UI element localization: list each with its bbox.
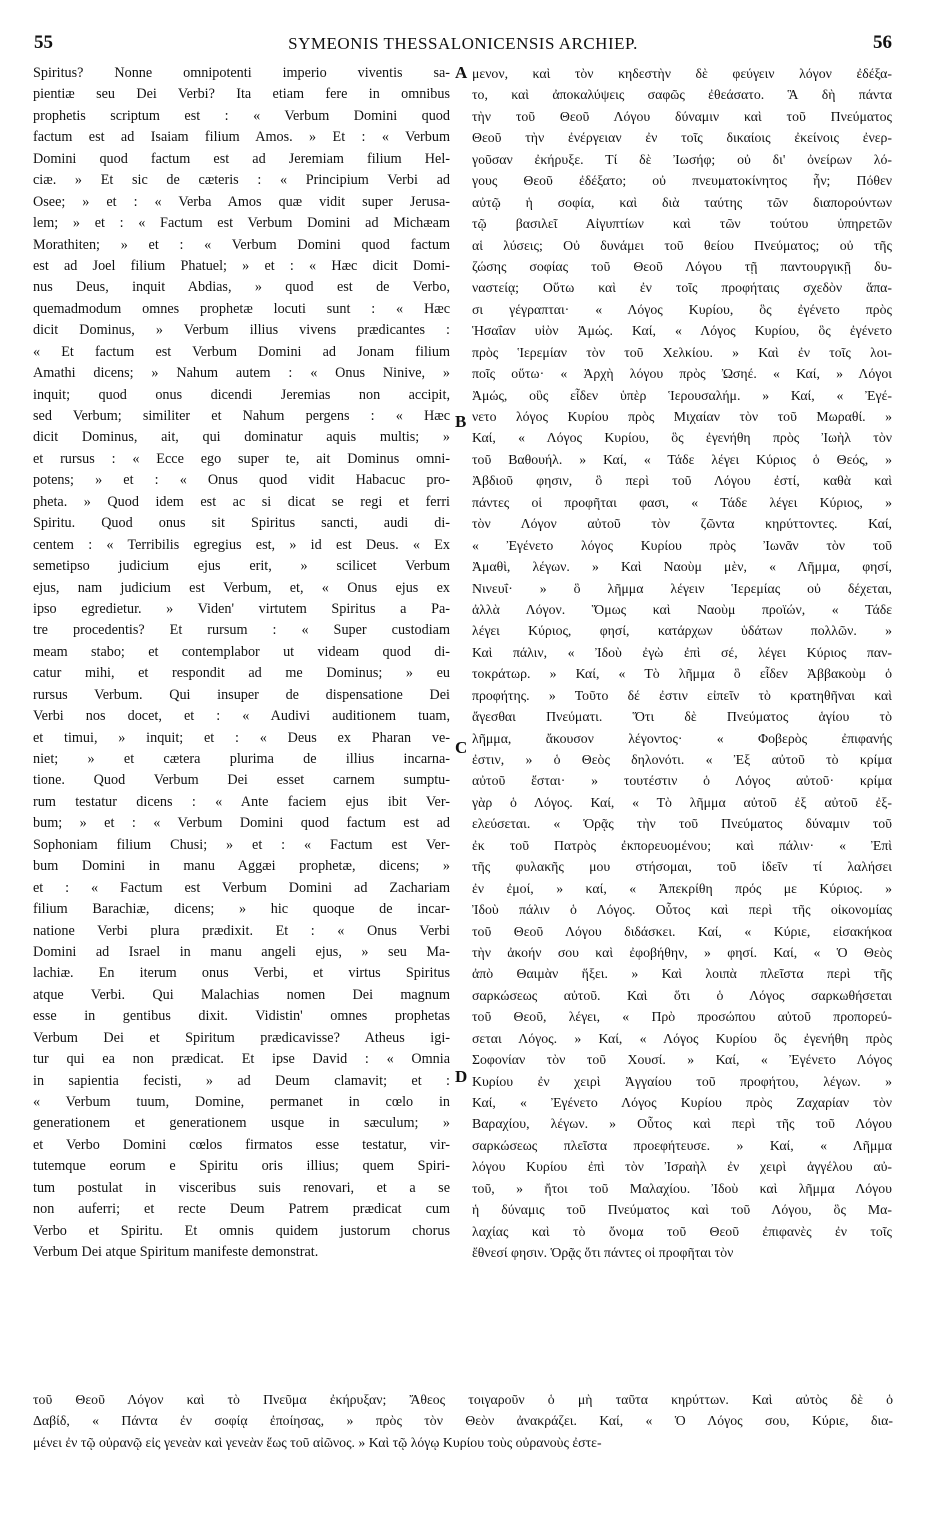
running-title: SYMEONIS THESSALONICENSIS ARCHIEP. — [288, 34, 638, 53]
greek-text-line: ἀπὸ Θαιμὰν ἥξει. » Καὶ λοιπὰ πλεῖστα περὶ τῆς — [472, 966, 892, 982]
latin-text-line: niet; » et cætera plurima de illius incarna- — [33, 751, 450, 767]
greek-text-line: Καί, « Λόγος Κυρίου, ὃς ἐγενήθη πρὸς Ἰωὴλ τὸν — [472, 430, 892, 446]
latin-text-line: bum; » et : « Verbum Domini quod factum est ad — [33, 815, 450, 832]
latin-text-line: Osee; » et : « Verba Amos quæ vidit super Jerusa- — [33, 193, 450, 210]
latin-text-line: tre procedentis? Et rursum : « Super custodiam — [33, 622, 450, 639]
page-number-right: 56 — [873, 32, 892, 53]
greek-text-line: ναστείᾳ; Οὕτω καὶ ἐν τοῖς προφήταις σχεδὸν ἅπα- — [472, 280, 892, 296]
greek-text-line: αὐτοῦ ἔσται· » τουτέστιν ὁ Λόγος αὐτοῦ· κρίμα — [472, 773, 892, 789]
latin-text-line: Verbi nos docet, et : « Audivi auditionem tuam, — [33, 708, 450, 725]
margin-marker-d: D — [455, 1067, 468, 1086]
latin-text-line: bum Domini in manu Aggæi prophetæ, dicens; » — [33, 858, 450, 875]
latin-text-line: quemadmodum omnes prophetæ locuti sunt : « Hæc — [33, 300, 450, 317]
latin-text-line: est ad Joel filium Phatuel; » et : « Hæc dicit Domi- — [33, 257, 450, 274]
greek-text-line: ελεύσεται. « Ὁρᾷς τὴν τοῦ Πνεύματος δύναμιν τοῦ — [472, 816, 892, 832]
greek-text-line: Ἀμαθὶ, λέγων. » Καὶ Ναοὺμ μὲν, « Λῆμμα, φησί, — [472, 559, 892, 575]
greek-text-line: τῆς φυλακῆς μου στήσομαι, τοῦ ἰδεῖν τί λαλήσει — [472, 859, 892, 875]
greek-text-line: ἔθνεσί φησιν. Ὁρᾷς ὅτι πάντες οἱ προφῆται τὸν — [472, 1245, 734, 1261]
latin-text-line: factum est ad Isaiam filium Amos. » Et : « Verbum — [33, 129, 450, 146]
greek-text-line: ἄγεσθαι Πνεύματι. Ὅτι δὲ Πνεύματος ἁγίου τὸ — [472, 709, 892, 725]
greek-text-line: νετο λόγος Κυρίου πρὸς Μιχαίαν τὸν τοῦ Μωραθί. » — [472, 409, 892, 424]
latin-text-line: Verbo et Spiritu. Et omnis quidem justorum chorus — [33, 1222, 450, 1239]
running-header — [30, 32, 896, 60]
latin-text-line: semetipso judicium ejus erit, » scilicet Verbum — [33, 558, 450, 575]
greek-text-line: ἀλλὰ Λόγον. Ὅμως καὶ Ναοὺμ προϊών, « Τάδε — [472, 601, 892, 617]
greek-text-line: Ἡσαΐαν υἱὸν Ἀμώς. Καί, « Λόγος Κυρίου, ὃς ἐγένετο — [472, 323, 892, 339]
greek-text-line: αἱ λύσεις; Οὐ δυνάμει τοῦ θείου Πνεύματος; οὐ τῆς — [472, 237, 892, 253]
greek-text-line: Ἰδοὺ πάλιν ὁ Λόγος. Οὗτος καὶ περὶ τῆς οἰκονομίας — [472, 902, 892, 918]
greek-text-line: Ἀβδιοῦ φησιν, ὃ περὶ τοῦ Λόγου ἐστί, καθὰ καὶ — [472, 473, 892, 489]
greek-text-line: Σοφονίαν τὸν τοῦ Χουσί. » Καί, « Ἐγένετο Λόγος — [472, 1052, 892, 1068]
latin-text-line: ejus, nam judicium est Verbum, et, « Onus ejus ex — [33, 579, 450, 596]
latin-text-line: Verbum Dei et Spiritum prædicavisse? Atheus igi- — [33, 1029, 450, 1046]
greek-text-line: τοῦ Θεοῦ, λέγει, « Πρὸ προσώπου αὐτοῦ προπορεύ- — [472, 1009, 892, 1025]
latin-text-line: Morathiten; » et : « Verbum Domini quod factum — [33, 236, 450, 253]
latin-text-line: Spiritus? Nonne omnipotenti imperio viventis sa- — [33, 65, 450, 81]
greek-text-line: τὸν Λόγον αὐτοῦ τὸν ζῶντα κηρύττοντες. Καί, — [472, 516, 892, 532]
latin-text-line: Spiritu. Quod onus sit Spiritus sancti, audi di- — [33, 515, 450, 532]
latin-text-line: lem; » et : « Factum est Verbum Domini ad Michæam — [33, 215, 450, 232]
greek-text-line: προφήτης. » Τοῦτο δέ ἐστιν εἰπεῖν τὸ κρατηθῆναι καὶ — [472, 687, 892, 703]
greek-text-line: τὴν ἀκοήν σου καὶ ἐφοβήθην, » φησί. Καί, « Ὁ Θεὸς — [472, 944, 892, 960]
latin-text-line: Domini quod factum est ad Jeremiam filium Hel- — [33, 150, 450, 167]
margin-marker-c: C — [455, 738, 468, 757]
greek-text-line: τῷ βασιλεῖ Αἰγυπτίων καὶ τῶν τούτου ὑπηρετῶν — [472, 216, 892, 232]
greek-text-line: λαχίας καὶ τὸ ὄνομα τοῦ Θεοῦ ἐπιφανὲς ἐν τοῖς — [472, 1223, 892, 1239]
greek-text-line: αὐτῷ ἡ σοφία, καὶ διὰ ταύτης τῶν διαπορούντων — [472, 194, 892, 210]
latin-text-line: dicit Dominus, » Verbum illius vivens prædicantes : — [33, 322, 450, 339]
greek-text-line: γοῦσαν ἐκήρυξε. Τί δὲ Ἰωσήφ; οὐ δι' ὀνείρων λό- — [472, 151, 892, 167]
greek-text-line: Βαραχίου, λέγων. » Οὗτος καὶ περὶ τῆς τοῦ Λόγου — [472, 1116, 892, 1132]
latin-text-line: et Verbo Domini cœlos firmatos esse testatur, vir- — [33, 1136, 450, 1153]
margin-marker-b: B — [455, 412, 467, 431]
greek-text-line: πάντες οἱ προφῆται φασι, « Τάδε λέγει Κύριος, » — [472, 494, 892, 510]
latin-text-line: esse in gentibus dixit. Vidistin' omnes prophetas — [33, 1008, 450, 1025]
latin-text-line: filium Barachiæ, dicens; » hic quoque de incar- — [33, 901, 450, 918]
latin-text-line: centem : « Terribilis egregius est, » id est Deus. « Ex — [33, 536, 450, 553]
latin-text-line: potens; » et : « Onus quod vidit Habacuc pro- — [33, 472, 450, 489]
greek-text-line: ποῖς οὕτω· « Ἀρχὴ λόγου πρὸς Ὠσηέ. « Καί, » Λόγοι — [472, 366, 892, 382]
greek-text-line: γους Θεοῦ ἐδέξατο; οὐ πνευματοκίνητος ἦν; Πόθεν — [472, 173, 892, 189]
latin-text-line: non auferri; et recte Deum Patrem prædicat cum — [33, 1201, 450, 1218]
margin-marker-a: A — [455, 63, 468, 82]
greek-text-line: Καὶ πάλιν, « Ἰδοὺ ἐγὼ ἐπὶ σέ, λέγει Κύριος παν- — [472, 644, 892, 660]
greek-text-line: Θεοῦ τὴν ἐνέργειαν ἐν τοῖς δικαίοις ἐκείνοις ἐνερ- — [472, 130, 892, 146]
latin-text-line: generationem et generationem usque in sæculum; » — [33, 1115, 450, 1132]
greek-text-line: Νινευΐ· » ὃ λῆμμα λέγειν Ἱερεμίας οὐ δέχεται, — [472, 580, 892, 596]
greek-text-line: ἡ δύναμις τοῦ Πνεύματος καὶ τοῦ Λόγου, ὃς Μα- — [472, 1202, 892, 1218]
page-number-left: 55 — [34, 32, 53, 53]
greek-text-line: ἐκ τοῦ Πατρὸς ἐκπορευομένου; καὶ πάλιν· « Ἐπὶ — [472, 837, 892, 853]
latin-text-line: tione. Quod Verbum Dei esset carnem sumptu- — [33, 772, 450, 789]
greek-text-line: ἐν ἐμοί, » καί, « Ἀπεκρίθη πρός με Κύριος. » — [472, 880, 892, 896]
greek-text-line: πρὸς Ἱερεμίαν τὸν τοῦ Χελκίου. » Καὶ ἐν τοῖς λοι- — [472, 344, 892, 360]
latin-text-line: Verbum Dei atque Spiritum manifeste demonstrat. — [33, 1244, 319, 1261]
greek-text-line: μενον, καὶ τὸν κηδεστὴν δὲ φεύγειν λόγον ἐδέξα- — [472, 66, 892, 81]
latin-text-line: sed Verbum; similiter et Nahum pergens : « Hæc — [33, 408, 450, 424]
greek-text-line: ζώσης σοφίας τοῦ Θεοῦ Λόγου τῇ παντουργικῇ δυ- — [472, 258, 892, 274]
latin-text-line: Sophoniam filium Chusi; » et : « Factum est Ver- — [33, 836, 450, 853]
greek-column — [472, 63, 892, 1264]
greek-text-line: γὰρ ὁ Λόγος. Καί, « Τὸ λῆμμα αὐτοῦ ἐξ αὐτοῦ ἐξ- — [472, 794, 892, 810]
latin-text-line: natione Verbi plura prædixit. Et : « Onus Verbi — [33, 922, 450, 939]
latin-text-line: prophetis scriptum est : « Verbum Domini quod — [33, 107, 450, 124]
latin-text-line: in sapientia fecisti, » ad Deum clamavit; et : — [33, 1072, 450, 1089]
greek-text-line: λῆμμα, ἄκουσον λέγοντος· « Φοβερὸς ἐπιφανής — [472, 730, 892, 746]
greek-text-line: τοῦ Θεοῦ Λόγου διδάσκει. Καί, « Κύριε, εἰσακήκοα — [472, 923, 892, 939]
greek-text-line: σαρκώσεως αὐτοῦ. Καὶ ὅτι ὁ Λόγος σαρκωθήσεται — [472, 987, 892, 1003]
latin-column — [33, 63, 450, 1264]
greek-text-line: σι γέγραπται· « Λόγος Κυρίου, ὃς ἐγένετο πρὸς — [472, 301, 892, 317]
latin-text-line: meam stabo; et contemplabor ut videam quod di- — [33, 643, 450, 660]
bottom-text-line: τοῦ Θεοῦ Λόγον καὶ τὸ Πνεῦμα ἐκήρυξαν; Ἄθεος τοιγαροῦν ὁ μὴ ταῦτα κηρύττων. Καὶ αὐτὸς δὲ ὁ — [33, 1392, 893, 1407]
latin-text-line: rursus Verbum. Qui insuper de dispensatione Dei — [33, 686, 450, 703]
latin-text-line: Amathi dicens; » Nahum autem : « Onus Ninive, » — [33, 365, 450, 382]
bottom-text-line: μένει ἐν τῷ οὐρανῷ εἰς γενεὰν καὶ γενεὰν ἕως τοῦ αἰῶνος. » Καὶ τῷ λόγῳ Κυρίου τοὺς οὐρανοὺς ἐστε- — [33, 1434, 602, 1450]
latin-text-line: et : « Factum est Verbum Domini ad Zachariam — [33, 879, 450, 896]
greek-text-line: Κυρίου ἐν χειρὶ Ἀγγαίου τοῦ προφήτου, λέγων. » — [472, 1073, 892, 1089]
greek-text-line: λέγει Κύριος, φησί, κατάρχων ὑδάτων πολλῶν. » — [472, 623, 892, 639]
latin-text-line: dicit Dominus, ait, qui dominatur aquis multis; » — [33, 429, 450, 446]
bottom-text-line: Δαβίδ, « Πάντα ἐν σοφίᾳ ἐποίησας, » πρὸς τὸν Θεὸν ἀνακράζει. Καί, « Ὁ Λόγος σου, Κύριε, δια- — [33, 1413, 893, 1429]
latin-text-line: Domini ad Israel in manu angeli ejus, » seu Ma- — [33, 943, 450, 960]
latin-text-line: atque Verbi. Qui Malachias nomen Dei magnum — [33, 986, 450, 1003]
greek-text-line: Ἀμώς, οὓς εἶδεν ὑπὲρ Ἱερουσαλήμ. » Καί, « Ἐγέ- — [472, 387, 892, 403]
greek-text-line: λόγου Κυρίου ἐπὶ τὸν Ἰσραὴλ ἐν χειρὶ ἀγγέλου αὐ- — [472, 1159, 892, 1175]
latin-text-line: inquit; quod onus dicendi Jeremias non accipit, — [33, 386, 450, 403]
greek-text-line: σαρκώσεως πλεῖστα προεφήτευσε. » Καί, « Λῆμμα — [472, 1137, 892, 1153]
greek-text-line: « Ἐγένετο λόγος Κυρίου πρὸς Ἰωνᾶν τὸν τοῦ — [472, 537, 892, 553]
latin-text-line: ipso egredietur. » Viden' virtutem Spiritus a Pa- — [33, 600, 450, 617]
greek-text-line: Καί, « Ἐγένετο Λόγος Κυρίου πρὸς Ζαχαρίαν τὸν — [472, 1095, 892, 1110]
greek-text-line: το, καὶ ἀποκαλύψεις σαφῶς ἐθεάσατο. Ἃ δὴ πάντα — [472, 87, 892, 103]
greek-text-line: τοῦ Βαθουήλ. » Καί, « Τάδε λέγει Κύριος ὁ Θεός, » — [472, 451, 892, 467]
greek-text-line: τοκράτωρ. » Καί, « Τὸ λῆμμα ὃ εἶδεν Ἀββακοὺμ ὁ — [472, 666, 892, 682]
latin-text-line: pientiæ seu Dei Verbi? Ita etiam fere in omnibus — [33, 86, 450, 103]
latin-text-line: pheta. » Quod idem est ac si dicat se regi et ferri — [33, 493, 450, 510]
full-width-greek-block — [33, 1389, 893, 1453]
latin-text-line: et timui, » inquit; et : « Deus ex Pharan ve- — [33, 729, 450, 746]
greek-text-line: ἐστιν, » ὁ Θεὸς δηλονότι. « Ἐξ αὐτοῦ τὸ κρίμα — [472, 752, 892, 767]
latin-text-line: ciæ. » Et sic de cæteris : « Principium Verbi ad — [33, 172, 450, 189]
latin-text-line: et rursus : « Ecce ego super te, ait Dominus omni- — [33, 450, 450, 467]
latin-text-line: lachiæ. En iterum onus Verbi, et virtus Spiritus — [33, 965, 450, 982]
latin-text-line: « Et factum est Verbum Domini ad Jonam filium — [33, 343, 450, 360]
latin-text-line: tutemque eorum e Spiritu oris illius; quem Spiri- — [33, 1158, 450, 1175]
greek-text-line: τοῦ, » ἤτοι τοῦ Μαλαχίου. Ἰδοὺ καὶ λῆμμα Λόγου — [472, 1180, 892, 1196]
latin-text-line: « Verbum tuum, Domine, permanet in cœlo in — [33, 1094, 450, 1110]
latin-text-line: catur mihi, et respondit ad me Dominus; » eu — [33, 665, 450, 682]
latin-text-line: tum postulat in visceribus suis renovari, et a se — [33, 1179, 450, 1196]
latin-text-line: nus Deus, inquit Abdias, » quod est de Verbo, — [33, 279, 450, 296]
greek-text-line: σεται Λόγος. » Καί, « Λόγος Κυρίου ὃς ἐγενήθη πρὸς — [472, 1030, 892, 1046]
latin-text-line: rum testatur dicens : « Ante faciem ejus ibit Ver- — [33, 793, 450, 810]
greek-text-line: τὴν τοῦ Θεοῦ Λόγου δύναμιν καὶ τοῦ Πνεύματος — [472, 108, 892, 124]
latin-text-line: tur qui ea non prædicat. Et ipse David : « Omnia — [33, 1051, 450, 1068]
